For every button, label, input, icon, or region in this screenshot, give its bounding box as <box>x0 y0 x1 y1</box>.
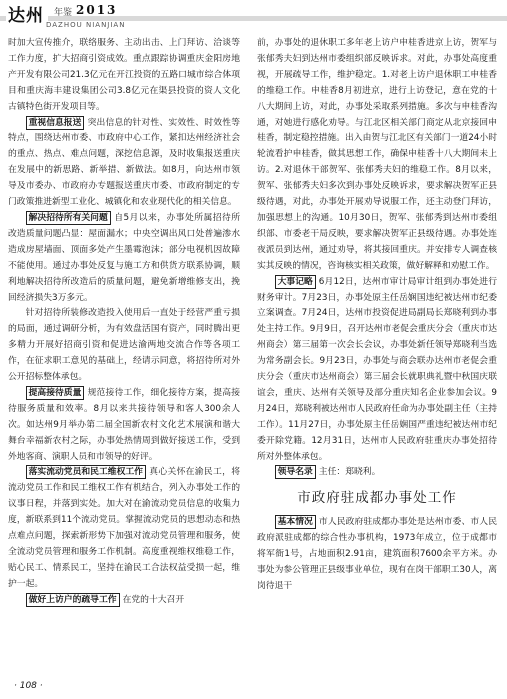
paragraph-text: 6月12日，达州市审计局审计组到办事处进行财务审计。7月23日，办事处原主任岳娴国违纪被达州市纪委立案调查。7月24日，达州市投资促进局副局长郑晓利到办事处主持工作。9月9日，召开达州市老促会重庆分会（重庆市达州商会）第三届第一次会长会议，办事处新任领导郑晓利当选为常务副会长。9月23日，办事处与商会联办达州市老促会重庆分会（重庆市达州商会）第三届会长就职典礼暨中秋国庆联谊会，重庆、达州有关领导及部分重庆知名企业参加会议。9月24日，郑晓利被达州市人民政府任命为办事处副主任（主持工作）。11月27日，办事处原主任岳娴国严重违纪被达州市纪委开除党籍。12月31日，达州市人民政府驻重庆办事处招待所对外整体承包。 <box>257 276 497 462</box>
paragraph <box>257 275 497 466</box>
paragraph-text: 市人民政府驻成都办事处是达州市委、市人民政府派驻成都的综合性办事机构，1973年成立，位于成都市将军衙1号，占地面积2.91亩，建筑面积7600余平方米。办事处为参公管理正县级事业单位，现有在岗干部职工30人，离岗待退干 <box>257 517 497 591</box>
section-tag: 重视信息报送 <box>26 116 85 130</box>
page-header <box>0 0 507 34</box>
paragraph <box>8 465 240 592</box>
paragraph <box>8 211 240 306</box>
left-column <box>8 36 240 609</box>
section-tag: 落实流动党员和民工维权工作 <box>26 465 146 479</box>
paragraph: 针对招待所装修改造投入使用后一直处于经营严重亏损的局面，通过调研分析，为有效盘活国有资产，同时腾出更多精力开展好招商引资和促进达渝两地交流合作等各项工作，在征求职工意见的基础上，经请示同意，将招待所对外公开招标整体承包。 <box>8 308 240 383</box>
yearbook-sub: 年鉴 <box>54 8 73 18</box>
paragraph-text: 规范接待工作，细化接待方案，提高接待服务质量和效率。8月以来共接待领导和客人300余人次。如达州9月举办第二届全国新农村文化艺术展演和谐大舞台幸福新农村之际，办事处热情周到做好接送工作，受到外地客商、演职人员和市领导的好评。 <box>8 387 240 462</box>
section-tag: 基本情况 <box>275 515 316 529</box>
paragraph-text: 在党的十大召开 <box>122 594 185 605</box>
section-tag: 提高接待质量 <box>26 386 85 400</box>
paragraph-text: 突出信息的针对性、实效性、时效性等特点，围绕达州市委、市政府中心工作，紧扣达州经济社会的重点、热点、难点问题，深挖信息源，及时收集报送重庆在发展中的新思路、新举措、新做法。如8月，向达州市领导及市委办、市政府办专题报送重庆市委、市政府制定的专门政策推进新型工业化、城镇化和农业现代化的相关信息。 <box>8 117 240 208</box>
yearbook-year: 2013 <box>76 3 118 17</box>
page-number: · 108 · <box>14 681 43 691</box>
paragraph-text: 自5月以来，办事处所属招待所改造质量问题凸显：屋面漏水；中央空调出风口处普遍渗水造成房屋墙面、顶面多处产生墨霉泡沫；部分电视机因故障不能使用。通过办事处反复与施工方和供货方联系协调，顺利地解决招待所改造后的质量问题，避免新增维修支出，挽回经济损失3万多元。 <box>8 212 240 303</box>
paragraph: 前，办事处的退休职工多年老上访户申桂香进京上访，贺军与张郁秀夫妇到达州市委组织部反映诉求。对此，办事处高度重视，开展疏导工作，维护稳定。1.对老上访户退休职工申桂香的维稳工作。申桂香8月初进京，进行上访登记，意在党的十八大期间上访，对此，办事处采取系列措施。多次与申桂香沟通，对她进行感化劝导。与江北区相关部门商定从北京接回申桂香，制定稳控措施。出入由贺与江北区有关部门一道24小时轮流看护申桂香，做其思想工作，确保申桂香十八大期间未上访。2.对退休干部贺军、张郁秀夫妇的维稳工作。8月以来，贺军、张郁秀夫妇多次到办事处反映诉求，要求解决贺军正县级待遇，对此，办事处开展劝导说服工作，还主动登门拜访，加强思想上的沟通。10月30日，贺军、张郁秀到达州市委组织部、市委老干局反映，要求解决贺军正县级待遇。办事处连夜派员到达州，通过劝导，将其接回重庆。并安排专人调查核实其反映的情况，咨询核实相关政策，做好解释和劝慰工作。 <box>257 38 497 271</box>
paragraph <box>8 116 240 211</box>
section-title: 市政府驻成都办事处工作 <box>297 490 457 507</box>
paragraph-text: 真心关怀在渝民工，将流动党员工作和民工维权工作有机结合，列入办事处工作的议事日程，并落到实处。加大对在渝流动党员信息的收集力度，新联系到11个流动党员。掌握流动党员的思想动态和热点难点问题，探索新形势下加强对流动党员管理和服务，使全流动党员管理和服务工作机制。高度重视维权维稳工作，贴心民工、情系民工，坚持在渝民工合法权益受损一起，维护一起。 <box>8 467 240 589</box>
section-tag: 解决招待所有关问题 <box>26 211 111 225</box>
paragraph: 时加大宣传推介，联络服务、主动出击、上门拜访、洽谈等工作力度，扩大招商引资成效。重点跟踪协调重庆金阳房地产开发有限公司21.3亿元在开江投资的五路口城市综合体项目和重庆海丰建设集团公司3.8亿元在渠县投资的资人文化古镇特色街开发项目等。 <box>8 38 240 112</box>
yearbook-en: DAZHOU NIANJIAN <box>46 21 126 29</box>
yearbook-logo: 达州 <box>6 1 48 26</box>
paragraph <box>8 386 240 466</box>
paragraph-text: 主任：郑晓利。 <box>318 467 381 478</box>
section-tag: 做好上访户的疏导工作 <box>26 593 120 607</box>
section-tag: 领导名录 <box>275 465 316 479</box>
paragraph <box>257 515 497 595</box>
right-column <box>257 36 497 595</box>
paragraph <box>8 593 240 609</box>
paragraph <box>257 465 497 481</box>
section-tag: 大事记略 <box>275 275 316 289</box>
